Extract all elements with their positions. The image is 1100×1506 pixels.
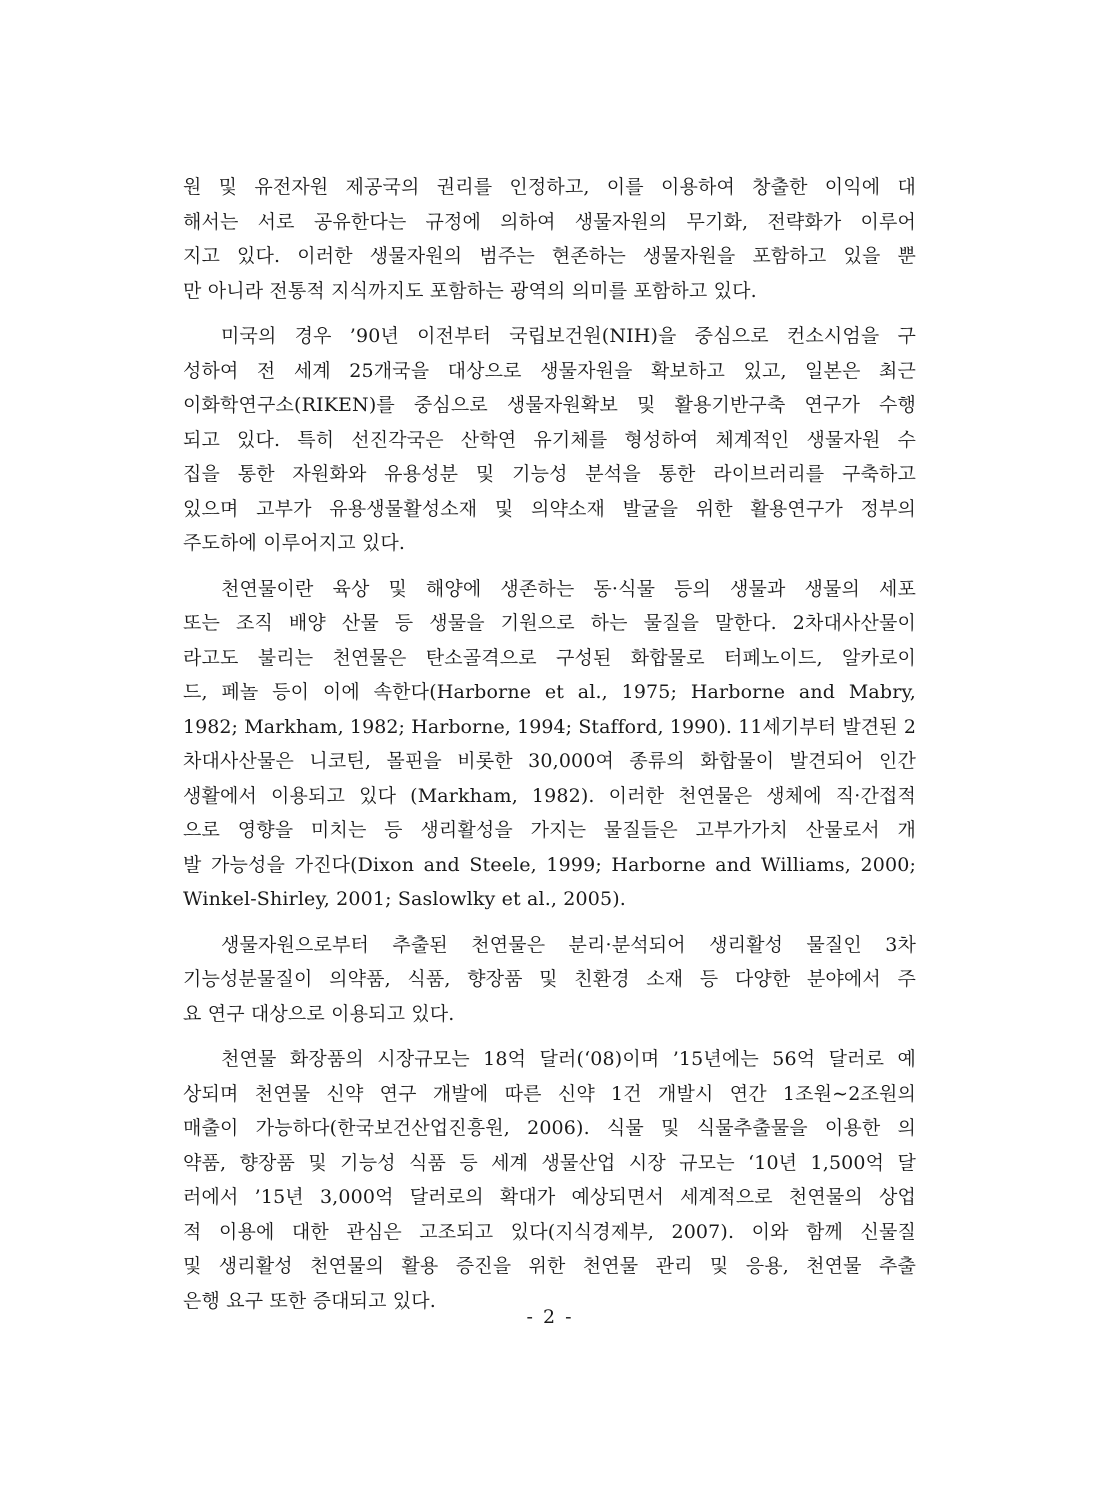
text-line: 원 및 유전자원 제공국의 권리를 인정하고, 이를 이용하여 창출한 이익에 대 [183,176,916,198]
page-number: - 2 - [526,1306,574,1328]
text-line: 라고도 불리는 천연물은 탄소골격으로 구성된 화합물로 터페노이드, 알카로이 [183,646,916,669]
text-line: 적 이용에 대한 관심은 고조되고 있다(지식경제부, 2007). 이와 함께 신물질 [183,1220,916,1243]
text-line: 차대사산물은 니코틴, 몰핀을 비롯한 30,000여 종류의 화합물이 발견되어 인간 [183,750,916,772]
paragraph-market-size [183,1042,916,1318]
body-text [183,170,916,1329]
text-line: 약품, 향장품 및 기능성 식품 등 세계 생물산업 시장 규모는 ‘10년 1,500억 달 [183,1151,916,1174]
text-line: 미국의 경우 ’90년 이전부터 국립보건원(NIH)을 중심으로 컨소시엄을 구 [221,325,916,347]
text-line: 성하여 전 세계 25개국을 대상으로 생물자원을 확보하고 있고, 일본은 최근 [183,359,916,382]
text-line: 및 생리활성 천연물의 활용 증진을 위한 천연물 관리 및 응용, 천연물 추출 [183,1255,916,1277]
text-line: 드, 페놀 등이 이에 속한다(Harborne et al., 1975; Harborne and Mabry, [183,681,916,703]
paragraph-natural-products-definition [183,572,916,917]
text-line: 또는 조직 배양 산물 등 생물을 기원으로 하는 물질을 말한다. 2차대사산물이 [183,612,916,634]
text-line: 으로 영향을 미치는 등 생리활성을 가지는 물질들은 고부가가치 산물로서 개 [183,819,916,841]
text-line: 주도하에 이루어지고 있다. [183,532,406,554]
text-line: Winkel-Shirley, 2001; Saslowlky et al., 2005). [183,888,626,910]
text-line: 천연물 화장품의 시장규모는 18억 달러(‘08)이며 ’15년에는 56억 달러로 예 [221,1048,916,1070]
text-line: 이화학연구소(RIKEN)를 중심으로 생물자원확보 및 활용기반구축 연구가 수행 [183,394,916,416]
text-line: 생물자원으로부터 추출된 천연물은 분리·분석되어 생리활성 물질인 3차 [221,933,916,956]
text-line: 1982; Markham, 1982; Harborne, 1994; Stafford, 1990). 11세기부터 발견된 2 [183,715,916,738]
text-line: 해서는 서로 공유한다는 규정에 의하여 생물자원의 무기화, 전략화가 이루어 [183,210,916,233]
text-line: 발 가능성을 가진다(Dixon and Steele, 1999; Harborne and Williams, 2000; [183,853,916,876]
paragraph-us-japan-cases [183,319,916,561]
text-line: 상되며 천연물 신약 연구 개발에 따른 신약 1건 개발시 연간 1조원∼2조원의 [183,1082,916,1105]
paragraph-extracted-natural-products [183,928,916,1032]
text-line: 있으며 고부가 유용생물활성소재 및 의약소재 발굴을 위한 활용연구가 정부의 [183,497,916,520]
text-line: 기능성분물질이 의약품, 식품, 향장품 및 친환경 소재 등 다양한 분야에서 주 [183,968,916,990]
text-line: 만 아니라 전통적 지식까지도 포함하는 광역의 의미를 포함하고 있다. [183,279,757,302]
text-line: 매출이 가능하다(한국보건산업진흥원, 2006). 식물 및 식물추출물을 이용한 의 [183,1117,916,1139]
text-line: 러에서 ’15년 3,000억 달러로의 확대가 예상되면서 세계적으로 천연물의 상업 [183,1186,916,1208]
text-line: 은행 요구 또한 증대되고 있다. [183,1289,436,1312]
text-line: 천연물이란 육상 및 해양에 생존하는 동·식물 등의 생물과 생물의 세포 [221,577,916,600]
paragraph-biological-resources-rights [183,170,916,308]
text-line: 집을 통한 자원화와 유용성분 및 기능성 분석을 통한 라이브러리를 구축하고 [183,463,916,485]
text-line: 생활에서 이용되고 있다 (Markham, 1982). 이러한 천연물은 생체에 직·간접적 [183,784,916,807]
text-line: 요 연구 대상으로 이용되고 있다. [183,1002,455,1025]
text-line: 지고 있다. 이러한 생물자원의 범주는 현존하는 생물자원을 포함하고 있을 뿐 [183,245,916,267]
text-line: 되고 있다. 특히 선진각국은 산학연 유기체를 형성하여 체계적인 생물자원 수 [183,428,916,451]
